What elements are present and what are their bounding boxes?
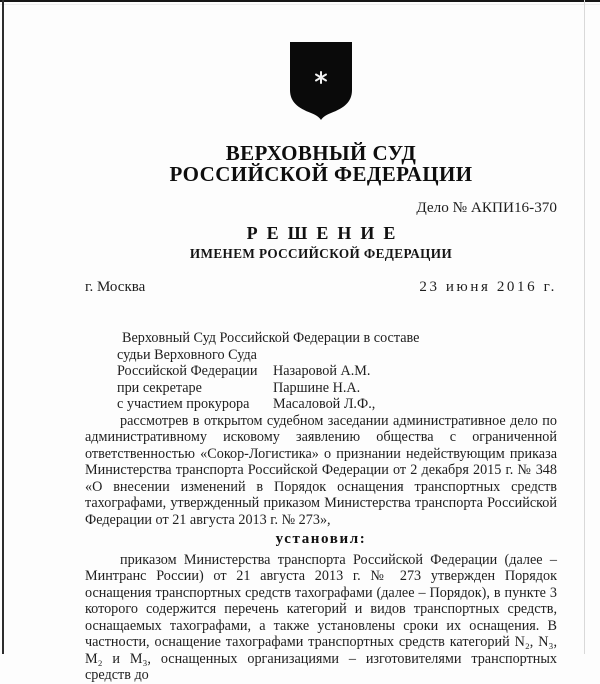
composition-row-secretary: [85, 380, 557, 397]
place-date-row: [85, 279, 557, 296]
city-label: г. Москва: [85, 279, 146, 295]
composition-label: с участием прокурора: [117, 396, 250, 412]
composition-label: при секретаре: [117, 379, 202, 396]
composition-value: Паршине Н.А.: [273, 379, 361, 396]
composition-row-judge-1: [85, 347, 557, 364]
composition-label: судьи Верховного Суда: [117, 346, 257, 363]
composition-row-prosecutor: [85, 396, 557, 413]
composition-value: Масаловой Л.Ф.,: [273, 396, 376, 412]
emblem-row: [85, 40, 557, 122]
coat-of-arms-icon: [287, 40, 355, 122]
ruling-word: установил:: [275, 531, 367, 547]
document-type-heading: РЕШЕНИЕ: [246, 223, 405, 243]
court-name-line1: ВЕРХОВНЫЙ СУД: [225, 141, 417, 165]
paragraph-established-facts: приказом Министерства транспорта Российской Федерации (далее – Минтранс России) от 21 августа 2013 г. № 273 утвержден Порядок оснащения транспортных средств тахографами (далее – Порядок), в пункте 3 которого содержится перечень категорий и видов транспортных средств, оснащаемых тахографами, а также установлены сроки их оснащения. В частности, оснащение тахографами транспортных средств категорий N₂, N₃, M₂ и M₃, оснащенных организациями – изготовителями транспортных средств до: [85, 551, 557, 683]
intro-line: Верховный Суд Российской Федерации в составе: [122, 330, 420, 346]
paragraph-case-description: рассмотрев в открытом судебном заседании административное дело по административному исковому заявлению общества с ограниченной ответственностью «Сокор-Логистика» о признании недействующим приказа Министерства транспорта Российской Федерации от 2 декабря 2015 г. № 348 «О внесении изменений в Порядок оснащения транспортных средств тахографами, утвержденный приказом Министерства транспорта Российской Федерации от 21 августа 2013 г. № 273»,: [85, 412, 557, 528]
court-name-heading: [85, 143, 557, 184]
document-body: [85, 330, 557, 684]
court-name-line2: РОССИЙСКОЙ ФЕДЕРАЦИИ: [169, 161, 473, 186]
composition-row-judge-2: [85, 363, 557, 380]
case-number: Дело № АКПИ16-370: [416, 199, 557, 216]
in-the-name-heading: ИМЕНЕМ РОССИЙСКОЙ ФЕДЕРАЦИИ: [189, 246, 453, 261]
composition-label: Российской Федерации: [117, 363, 258, 379]
composition-value: [273, 347, 557, 364]
date-label: 23 июня 2016 г.: [419, 279, 557, 295]
composition-value: Назаровой А.М.: [273, 363, 371, 379]
